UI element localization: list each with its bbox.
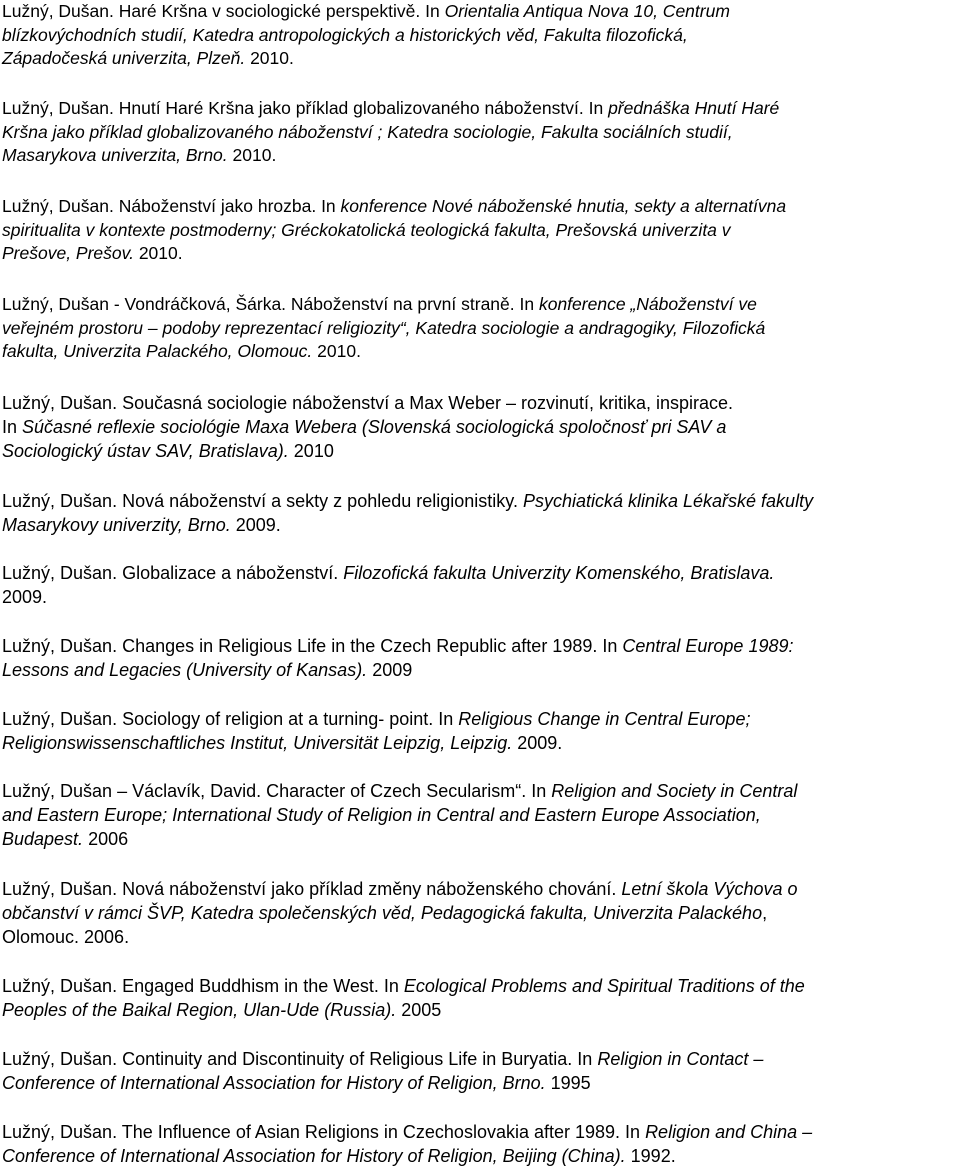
- bibliography-entry: [2, 877, 952, 949]
- bibliography-entry: [2, 195, 952, 266]
- entry-italic-text: Budapest.: [2, 829, 89, 849]
- entry-text: Lužný, Dušan. Hnutí Haré Kršna jako příklad globalizovaného náboženství. In: [2, 98, 609, 118]
- entry-line: [2, 707, 952, 731]
- entry-italic-text: Central Europe 1989:: [622, 636, 794, 656]
- entry-text: Lužný, Dušan. Současná sociologie náboženství a Max Weber – rozvinutí, kritika, inspirace.: [2, 393, 734, 413]
- entry-text: Lužný, Dušan. Continuity and Discontinuity of Religious Life in Buryatia. In: [2, 1049, 598, 1069]
- entry-line: [2, 293, 952, 317]
- entry-italic-text: Religious Change in Central Europe;: [458, 709, 751, 729]
- entry-line: [2, 47, 952, 71]
- entry-line: [2, 121, 952, 145]
- entry-text: Lužný, Dušan. Nová náboženství jako příklad změny náboženského chování.: [2, 879, 622, 899]
- entry-italic-text: konference „Náboženství ve: [538, 294, 757, 314]
- entry-italic-text: Lessons and Legacies (University of Kansas).: [2, 660, 373, 680]
- entry-italic-text: Masarykovy univerzity, Brno.: [2, 515, 236, 535]
- entry-line: [2, 974, 952, 998]
- entry-line: [2, 658, 952, 682]
- entry-italic-text: Religion and Society in Central: [551, 781, 798, 801]
- entry-italic-text: Religion in Contact –: [597, 1049, 764, 1069]
- entry-text: Lužný, Dušan - Vondráčková, Šárka. Náboženství na první straně. In: [2, 294, 539, 314]
- entry-text: Lužný, Dušan – Václavík, David. Character of Czech Secularism“. In: [2, 781, 552, 801]
- entry-italic-text: Orientalia Antiqua Nova 10, Centrum: [444, 1, 730, 21]
- entry-italic-text: Peoples of the Baikal Region, Ulan-Ude (Russia).: [2, 1000, 402, 1020]
- entry-line: [2, 391, 952, 415]
- entry-text: ,: [762, 903, 768, 923]
- entry-text: 2009.: [2, 587, 48, 607]
- entry-italic-text: Sociologický ústav SAV, Bratislava).: [2, 441, 294, 461]
- entry-italic-text: Filozofická fakulta Univerzity Komenského, Bratislava.: [343, 563, 775, 583]
- entry-text: Lužný, Dušan. Nová náboženství a sekty z pohledu religionistiky.: [2, 491, 523, 511]
- bibliography-entry: [2, 707, 952, 755]
- entry-text: Lužný, Dušan. Náboženství jako hrozba. In: [2, 196, 341, 216]
- bibliography-entry: [2, 561, 952, 609]
- entry-text: 2006: [88, 829, 129, 849]
- entry-text: 2010: [293, 441, 334, 461]
- entry-italic-text: fakulta, Univerzita Palackého, Olomouc.: [2, 341, 318, 361]
- entry-italic-text: Západočeská univerzita, Plzeň.: [2, 48, 251, 68]
- entry-line: [2, 803, 952, 827]
- entry-italic-text: přednáška Hnutí Haré: [608, 98, 780, 118]
- entry-italic-text: Masarykova univerzita, Brno.: [2, 145, 233, 165]
- entry-text: 2005: [401, 1000, 442, 1020]
- entry-line: [2, 779, 952, 803]
- bibliography-entry: [2, 1120, 952, 1168]
- entry-line: [2, 439, 952, 463]
- entry-italic-text: Ecological Problems and Spiritual Traditions of the: [403, 976, 805, 996]
- entry-italic-text: občanství v rámci ŠVP, Katedra společenských věd, Pedagogická fakulta, Univerzita Palackého: [2, 903, 763, 923]
- entry-line: [2, 561, 952, 585]
- entry-text: Lužný, Dušan. Engaged Buddhism in the West. In: [2, 976, 404, 996]
- entry-text: In: [2, 417, 23, 437]
- entry-text: 2009.: [517, 733, 563, 753]
- entry-line: [2, 877, 952, 901]
- bibliography-entry: [2, 634, 952, 682]
- entry-italic-text: Letní škola Výchova o: [621, 879, 798, 899]
- entry-italic-text: Religionswissenschaftliches Institut, Universität Leipzig, Leipzig.: [2, 733, 518, 753]
- entry-line: [2, 415, 952, 439]
- entry-text: 1995: [550, 1073, 591, 1093]
- entry-italic-text: blízkovýchodních studií, Katedra antropologických a historických věd, Fakulta filozofická,: [2, 24, 688, 45]
- entry-italic-text: Kršna jako příklad globalizovaného náboženství ; Katedra sociologie, Fakulta sociálních studií,: [2, 121, 733, 142]
- entry-line: [2, 144, 952, 168]
- entry-line: [2, 0, 952, 24]
- bibliography-entry: [2, 974, 952, 1022]
- entry-line: [2, 1120, 952, 1144]
- entry-text: 1992.: [630, 1146, 676, 1166]
- entry-text: 2009.: [235, 515, 281, 535]
- entry-line: [2, 585, 952, 609]
- entry-text: Olomouc. 2006.: [2, 927, 130, 947]
- bibliography-entry: [2, 779, 952, 851]
- entry-text: 2010.: [317, 341, 361, 361]
- entry-line: [2, 731, 952, 755]
- entry-text: Lužný, Dušan. Haré Kršna v sociologické perspektivě. In: [2, 1, 445, 21]
- entry-line: [2, 1047, 952, 1071]
- entry-line: [2, 242, 952, 266]
- entry-line: [2, 827, 952, 851]
- bibliography-entry: [2, 293, 952, 364]
- entry-line: [2, 97, 952, 121]
- entry-italic-text: spiritualita v kontexte postmoderny; Gréckokatolická teologická fakulta, Prešovská univerzita v: [2, 219, 731, 240]
- entry-text: Lužný, Dušan. Globalizace a náboženství.: [2, 563, 344, 583]
- entry-text: 2010.: [232, 145, 277, 165]
- bibliography-entry: [2, 0, 952, 71]
- entry-line: [2, 925, 952, 949]
- entry-italic-text: Conference of International Association for History of Religion, Brno.: [2, 1073, 551, 1093]
- entry-line: [2, 195, 952, 219]
- entry-italic-text: Prešove, Prešov.: [2, 243, 139, 263]
- bibliography-entry: [2, 391, 952, 463]
- entry-line: [2, 1071, 952, 1095]
- bibliography-entry: [2, 1047, 952, 1095]
- entry-text: 2010.: [138, 243, 183, 263]
- entry-line: [2, 317, 952, 341]
- entry-text: Lužný, Dušan. Changes in Religious Life in the Czech Republic after 1989. In: [2, 636, 623, 656]
- bibliography-entry: [2, 489, 952, 537]
- entry-line: [2, 1144, 952, 1168]
- entry-line: [2, 998, 952, 1022]
- entry-line: [2, 901, 952, 925]
- entry-italic-text: and Eastern Europe; International Study of Religion in Central and Eastern Europe Association,: [2, 805, 761, 825]
- entry-italic-text: konference Nové náboženské hnutia, sekty a alternatívna: [340, 196, 787, 216]
- entry-line: [2, 219, 952, 243]
- entry-text: 2010.: [250, 48, 294, 68]
- entry-italic-text: Religion and China –: [645, 1122, 813, 1142]
- entry-text: 2009: [372, 660, 413, 680]
- entry-text: Lužný, Dušan. The Influence of Asian Religions in Czechoslovakia after 1989. In: [2, 1122, 646, 1142]
- entry-italic-text: Conference of International Association for History of Religion, Beijing (China).: [2, 1146, 631, 1166]
- entry-italic-text: veřejném prostoru – podoby reprezentací religiozity“, Katedra sociologie a andragogiky, Filozofická: [2, 317, 766, 338]
- entry-line: [2, 513, 952, 537]
- bibliography-entry: [2, 97, 952, 168]
- entry-line: [2, 24, 952, 48]
- entry-text: Lužný, Dušan. Sociology of religion at a turning- point. In: [2, 709, 459, 729]
- entry-line: [2, 340, 952, 364]
- entry-line: [2, 634, 952, 658]
- entry-line: [2, 489, 952, 513]
- entry-italic-text: Súčasné reflexie sociológie Maxa Webera (Slovenská sociologická spoločnosť pri SAV a: [22, 417, 727, 437]
- entry-italic-text: Psychiatická klinika Lékařské fakulty: [522, 491, 814, 511]
